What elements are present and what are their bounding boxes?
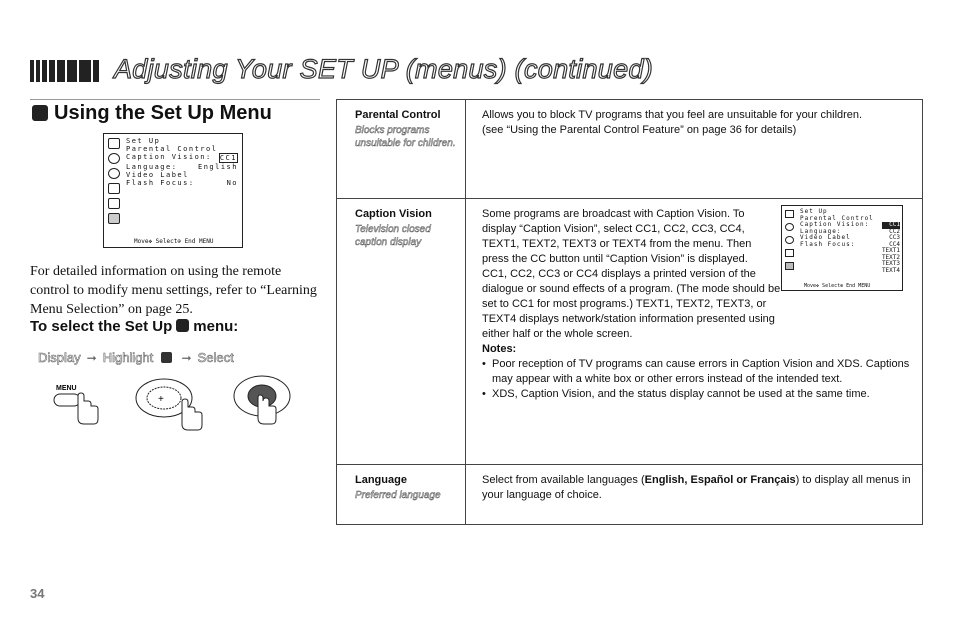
- sub-parental: Blocks programs unsuitable for children.: [355, 125, 456, 149]
- table-row-caption: [337, 199, 922, 465]
- desc-parental-ref: (see “Using the Parental Control Feature” on page 36 for details): [482, 124, 797, 136]
- setup-icon: [176, 319, 189, 332]
- table-row-parental: [337, 100, 922, 199]
- arrow-icon: ➞: [86, 351, 97, 365]
- menu-line-5: Flash Focus: No: [126, 179, 238, 187]
- subsection-title: To select the Set Up menu:: [30, 318, 239, 335]
- page-number: 34: [30, 586, 45, 601]
- video-icon: [108, 198, 120, 209]
- menu-line-0: Set Up: [126, 137, 161, 145]
- clock-icon: [108, 168, 120, 179]
- step-display: Display: [38, 350, 81, 365]
- settings-table: [336, 99, 923, 525]
- note-1: • Poor reception of TV programs can cause errors in Caption Vision and XDS. Captions may appear with a white box or other errors instead of the intended text.: [482, 357, 914, 387]
- setup-icon: [108, 138, 120, 149]
- mini-menu-icons: [785, 210, 793, 270]
- menu-line-2: Caption Vision: CC1: [126, 153, 237, 162]
- intro-paragraph: For detailed information on using the remote control to modify menu settings, refer to “Learning Menu Selection” on page 25.: [30, 264, 317, 317]
- menu-button-illustration: [50, 380, 106, 430]
- term-caption: Caption Vision: [355, 208, 432, 220]
- sub-language: Preferred language: [355, 490, 441, 501]
- sub-caption: Television closed caption display: [355, 224, 431, 248]
- section-title: Using the Set Up Menu: [32, 102, 272, 125]
- setup-icon: [32, 105, 48, 121]
- table-row-language: [337, 465, 922, 523]
- svg-text:+: +: [158, 394, 164, 405]
- term-language: Language: [355, 474, 407, 486]
- page-title: Adjusting Your SET UP (menus) (continued): [114, 54, 654, 84]
- desc-parental: Allows you to block TV programs that you feel are unsuitable for your children.: [482, 109, 863, 121]
- menu-icon-column: [108, 138, 122, 228]
- caption-options-list: CC1 CC2 CC3 CC4 TEXT1 TEXT2 TEXT3 TEXT4: [881, 221, 900, 274]
- svg-text:MENU: MENU: [56, 385, 77, 392]
- menu-footer: Move✥ Select⊕ End MENU: [134, 238, 214, 245]
- notes-title: Notes:: [482, 343, 517, 355]
- step-select: Select: [197, 350, 234, 365]
- page-header: [30, 52, 654, 92]
- menu-line-4: Video Label: [126, 171, 189, 179]
- menu-line-3: Language: English: [126, 163, 238, 171]
- arrow-icon: ➞: [181, 351, 192, 365]
- desc-caption-2: CC1, CC2, CC3 or CC4 displays a printed version of the dialogue or sound effects of a program. (The mode should be set to CC1 for most programs.) TEXT1, TEXT2, TEXT3, or TEXT4 displays network/station information presented using either half or the whole screen.: [482, 268, 781, 340]
- header-rule: [30, 99, 320, 100]
- table-column-divider: [465, 100, 466, 524]
- setup-menu-screen: [103, 133, 243, 248]
- setup-icon: [108, 213, 120, 224]
- setup-icon: [161, 352, 172, 363]
- caption-menu-screen: Set Up Parental Control Caption Vision: Language: Video Label Flash Focus: CC1 CC2 CC3 CC4 TEXT1 TEXT2 TEXT3 TEXT4 Move✥ Select⊕ End MENU: [781, 205, 903, 291]
- step-highlight: Highlight: [102, 350, 154, 365]
- joystick-select-illustration: [232, 374, 292, 444]
- steps-row: [38, 350, 234, 365]
- desc-caption-1: Some programs are broadcast with Caption Vision. To display “Caption Vision”, select CC1, CC2, CC3, CC4, TEXT1, TEXT2, TEXT3 or TEXT4 from the menu. Then press the CC button until “Caption Vision” is displayed.: [482, 208, 752, 265]
- term-parental: Parental Control: [355, 109, 441, 121]
- joystick-highlight-illustration: [134, 378, 214, 440]
- menu-line-1: Parental Control: [126, 145, 218, 153]
- menu-lines: [126, 137, 238, 187]
- note-2: • XDS, Caption Vision, and the status display cannot be used at the same time.: [482, 387, 914, 402]
- channel-icon: [108, 183, 120, 194]
- music-note-icon: [108, 153, 120, 164]
- header-bars-decoration: [30, 60, 101, 82]
- desc-language: Select from available languages (English, Español or Français) to display all menus in your language of choice.: [482, 474, 911, 501]
